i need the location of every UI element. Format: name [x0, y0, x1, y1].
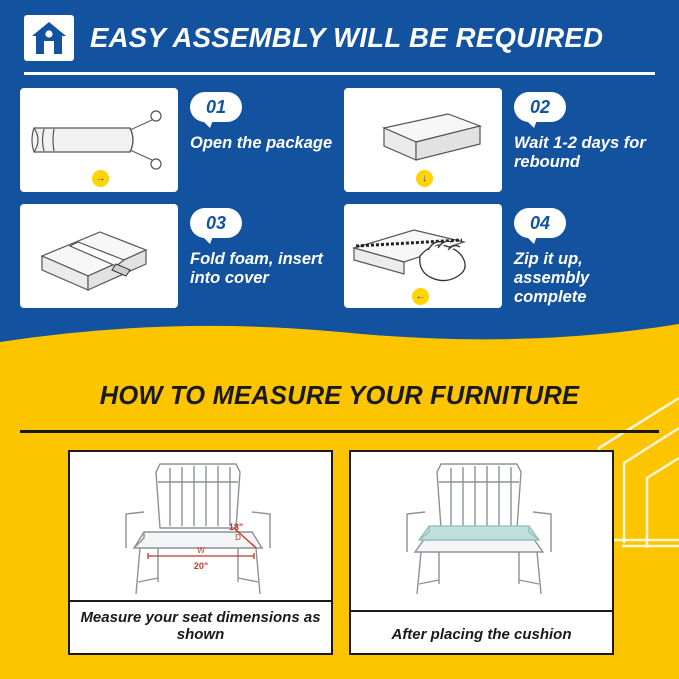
step-number: 04: [529, 213, 551, 233]
measure-cards: [68, 450, 614, 655]
zipper-illustration: [344, 204, 502, 308]
step-label: Open the package: [190, 134, 333, 152]
step-card-01: [20, 88, 335, 192]
measure-divider: [20, 430, 659, 433]
step-number-bubble: [514, 92, 566, 122]
step-card-03: [20, 204, 335, 308]
svg-text:W: W: [196, 546, 205, 555]
wave-divider: [0, 318, 679, 350]
step-card-04: [344, 204, 659, 308]
measure-section: [0, 318, 679, 679]
assembly-section: [0, 0, 679, 318]
step-01-text: [178, 88, 335, 192]
measure-card-caption: After placing the cushion: [351, 610, 612, 653]
step-number: 02: [529, 97, 551, 117]
header-divider: [24, 72, 655, 75]
house-icon: [24, 15, 74, 61]
assembly-header: [24, 12, 655, 64]
svg-text:20": 20": [193, 561, 208, 571]
step-number-bubble: [190, 208, 242, 238]
measure-card-caption: Measure your seat dimensions as shown: [70, 600, 331, 653]
step-04-text: [502, 204, 659, 308]
step-label: Wait 1-2 days for rebound: [514, 134, 646, 172]
svg-text:D: D: [234, 533, 241, 542]
step-number-bubble: [514, 208, 566, 238]
assembly-steps: [20, 88, 659, 308]
step-02-text: [502, 88, 659, 192]
foam-rebound-illustration: [344, 88, 502, 192]
arrow-down-badge: ↓: [416, 170, 433, 187]
measure-card-dimensions: [68, 450, 333, 655]
step-label: Zip it up, assembly complete: [514, 250, 590, 307]
arrow-left-badge: ←: [412, 288, 429, 305]
svg-text:18": 18": [228, 522, 243, 532]
step-number: 03: [205, 213, 227, 233]
measure-card-cushion: [349, 450, 614, 655]
page-title: EASY ASSEMBLY WILL BE REQUIRED: [90, 22, 604, 53]
step-card-02: [344, 88, 659, 192]
chair-dimension-illustration: [70, 452, 331, 600]
measure-title: HOW TO MEASURE YOUR FURNITURE: [99, 382, 580, 410]
package-illustration: [20, 88, 178, 192]
step-number: 01: [205, 97, 227, 117]
step-number-bubble: [190, 92, 242, 122]
arrow-right-badge: →: [92, 170, 109, 187]
step-03-text: [178, 204, 335, 308]
step-label: Fold foam, insert into cover: [190, 250, 323, 288]
chair-cushion-illustration: [351, 452, 612, 610]
fold-foam-illustration: [20, 204, 178, 308]
